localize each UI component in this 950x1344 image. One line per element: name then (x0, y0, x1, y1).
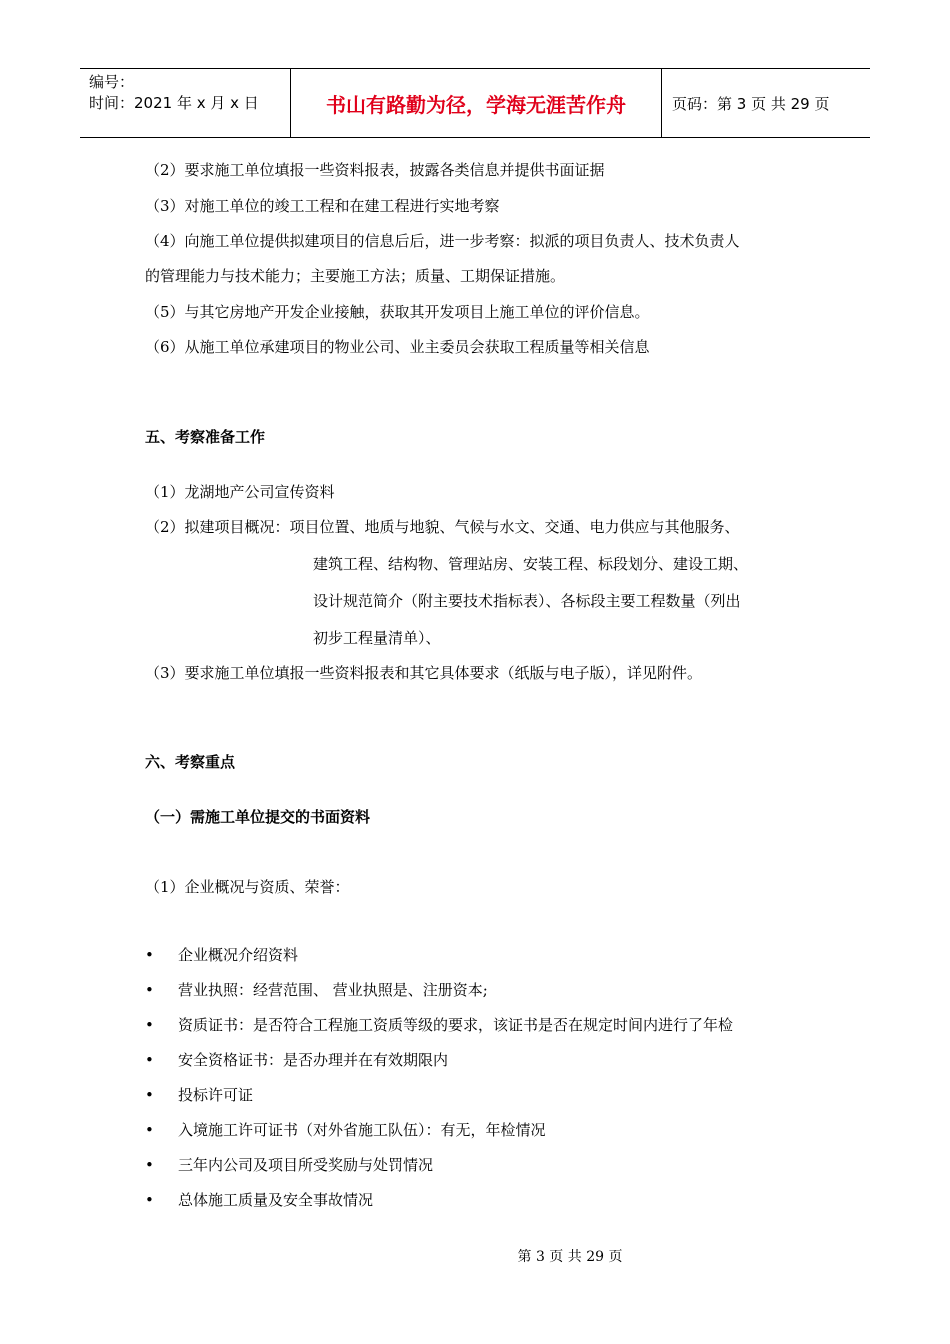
paragraph-line: （3）对施工单位的竣工工程和在建工程进行实地考察 (145, 197, 500, 215)
section-heading: 六、考察重点 (145, 753, 236, 771)
list-item: （1）龙湖地产公司宣传资料 (145, 483, 335, 501)
paragraph-line: （2）要求施工单位填报一些资料报表，披露各类信息并提供书面证据 (145, 161, 605, 179)
bullet-text: 安全资格证书：是否办理并在有效期限内 (178, 1051, 449, 1069)
header-number-label: 编号： (89, 73, 135, 91)
bullet-icon: • (145, 1156, 154, 1174)
page-footer: 第 3 页 共 29 页 (517, 1249, 623, 1265)
subsection-heading: （一）需施工单位提交的书面资料 (145, 808, 371, 826)
bullet-icon: • (145, 1086, 154, 1104)
paragraph-line: （4）向施工单位提供拟建项目的信息后后，进一步考察：拟派的项目负责人、技术负责人 (145, 232, 740, 250)
bullet-icon: • (145, 1191, 154, 1209)
paragraph-line: （6）从施工单位承建项目的物业公司、业主委员会获取工程质量等相关信息 (145, 338, 650, 356)
list-item: （1）企业概况与资质、荣誉： (145, 878, 350, 896)
list-item: （2）拟建项目概况：项目位置、地质与地貌、气候与水文、交通、电力供应与其他服务、 (145, 518, 740, 536)
list-item-continuation: 设计规范简介（附主要技术指标表）、各标段主要工程数量（列出 (313, 592, 741, 610)
list-item: （3）要求施工单位填报一些资料报表和其它具体要求（纸版与电子版），详见附件。 (145, 664, 703, 682)
header-meta (80, 69, 291, 137)
bullet-text: 企业概况介绍资料 (178, 946, 299, 964)
list-item-continuation: 初步工程量清单）、 (313, 629, 441, 647)
list-item-continuation: 建筑工程、结构物、管理站房、安装工程、标段划分、建设工期、 (313, 555, 749, 573)
bullet-icon: • (145, 981, 154, 999)
bullet-text: 营业执照：经营范围、 营业执照是、注册资本; (178, 981, 488, 999)
header-page-info: 页码：第 3 页 共 29 页 (672, 94, 830, 113)
section-heading: 五、考察准备工作 (145, 428, 266, 446)
header-motto: 书山有路勤为径，学海无涯苦作舟 (291, 69, 662, 137)
bullet-text: 投标许可证 (178, 1086, 254, 1104)
bullet-icon: • (145, 1121, 154, 1139)
bullet-text: 三年内公司及项目所受奖励与处罚情况 (178, 1156, 434, 1174)
bullet-icon: • (145, 1016, 154, 1034)
paragraph-line: （5）与其它房地产开发企业接触，获取其开发项目上施工单位的评价信息。 (145, 303, 650, 321)
header-date: 时间：2021 年 x 月 x 日 (89, 94, 259, 112)
bullet-icon: • (145, 1051, 154, 1069)
page-header (80, 68, 870, 138)
bullet-text: 资质证书：是否符合工程施工资质等级的要求，该证书是否在规定时间内进行了年检 (178, 1016, 734, 1034)
bullet-text: 入境施工许可证书（对外省施工队伍）：有无，年检情况 (178, 1121, 546, 1139)
paragraph-line: 的管理能力与技术能力；主要施工方法；质量、工期保证措施。 (145, 267, 566, 285)
bullet-icon: • (145, 946, 154, 964)
bullet-text: 总体施工质量及安全事故情况 (178, 1191, 374, 1209)
